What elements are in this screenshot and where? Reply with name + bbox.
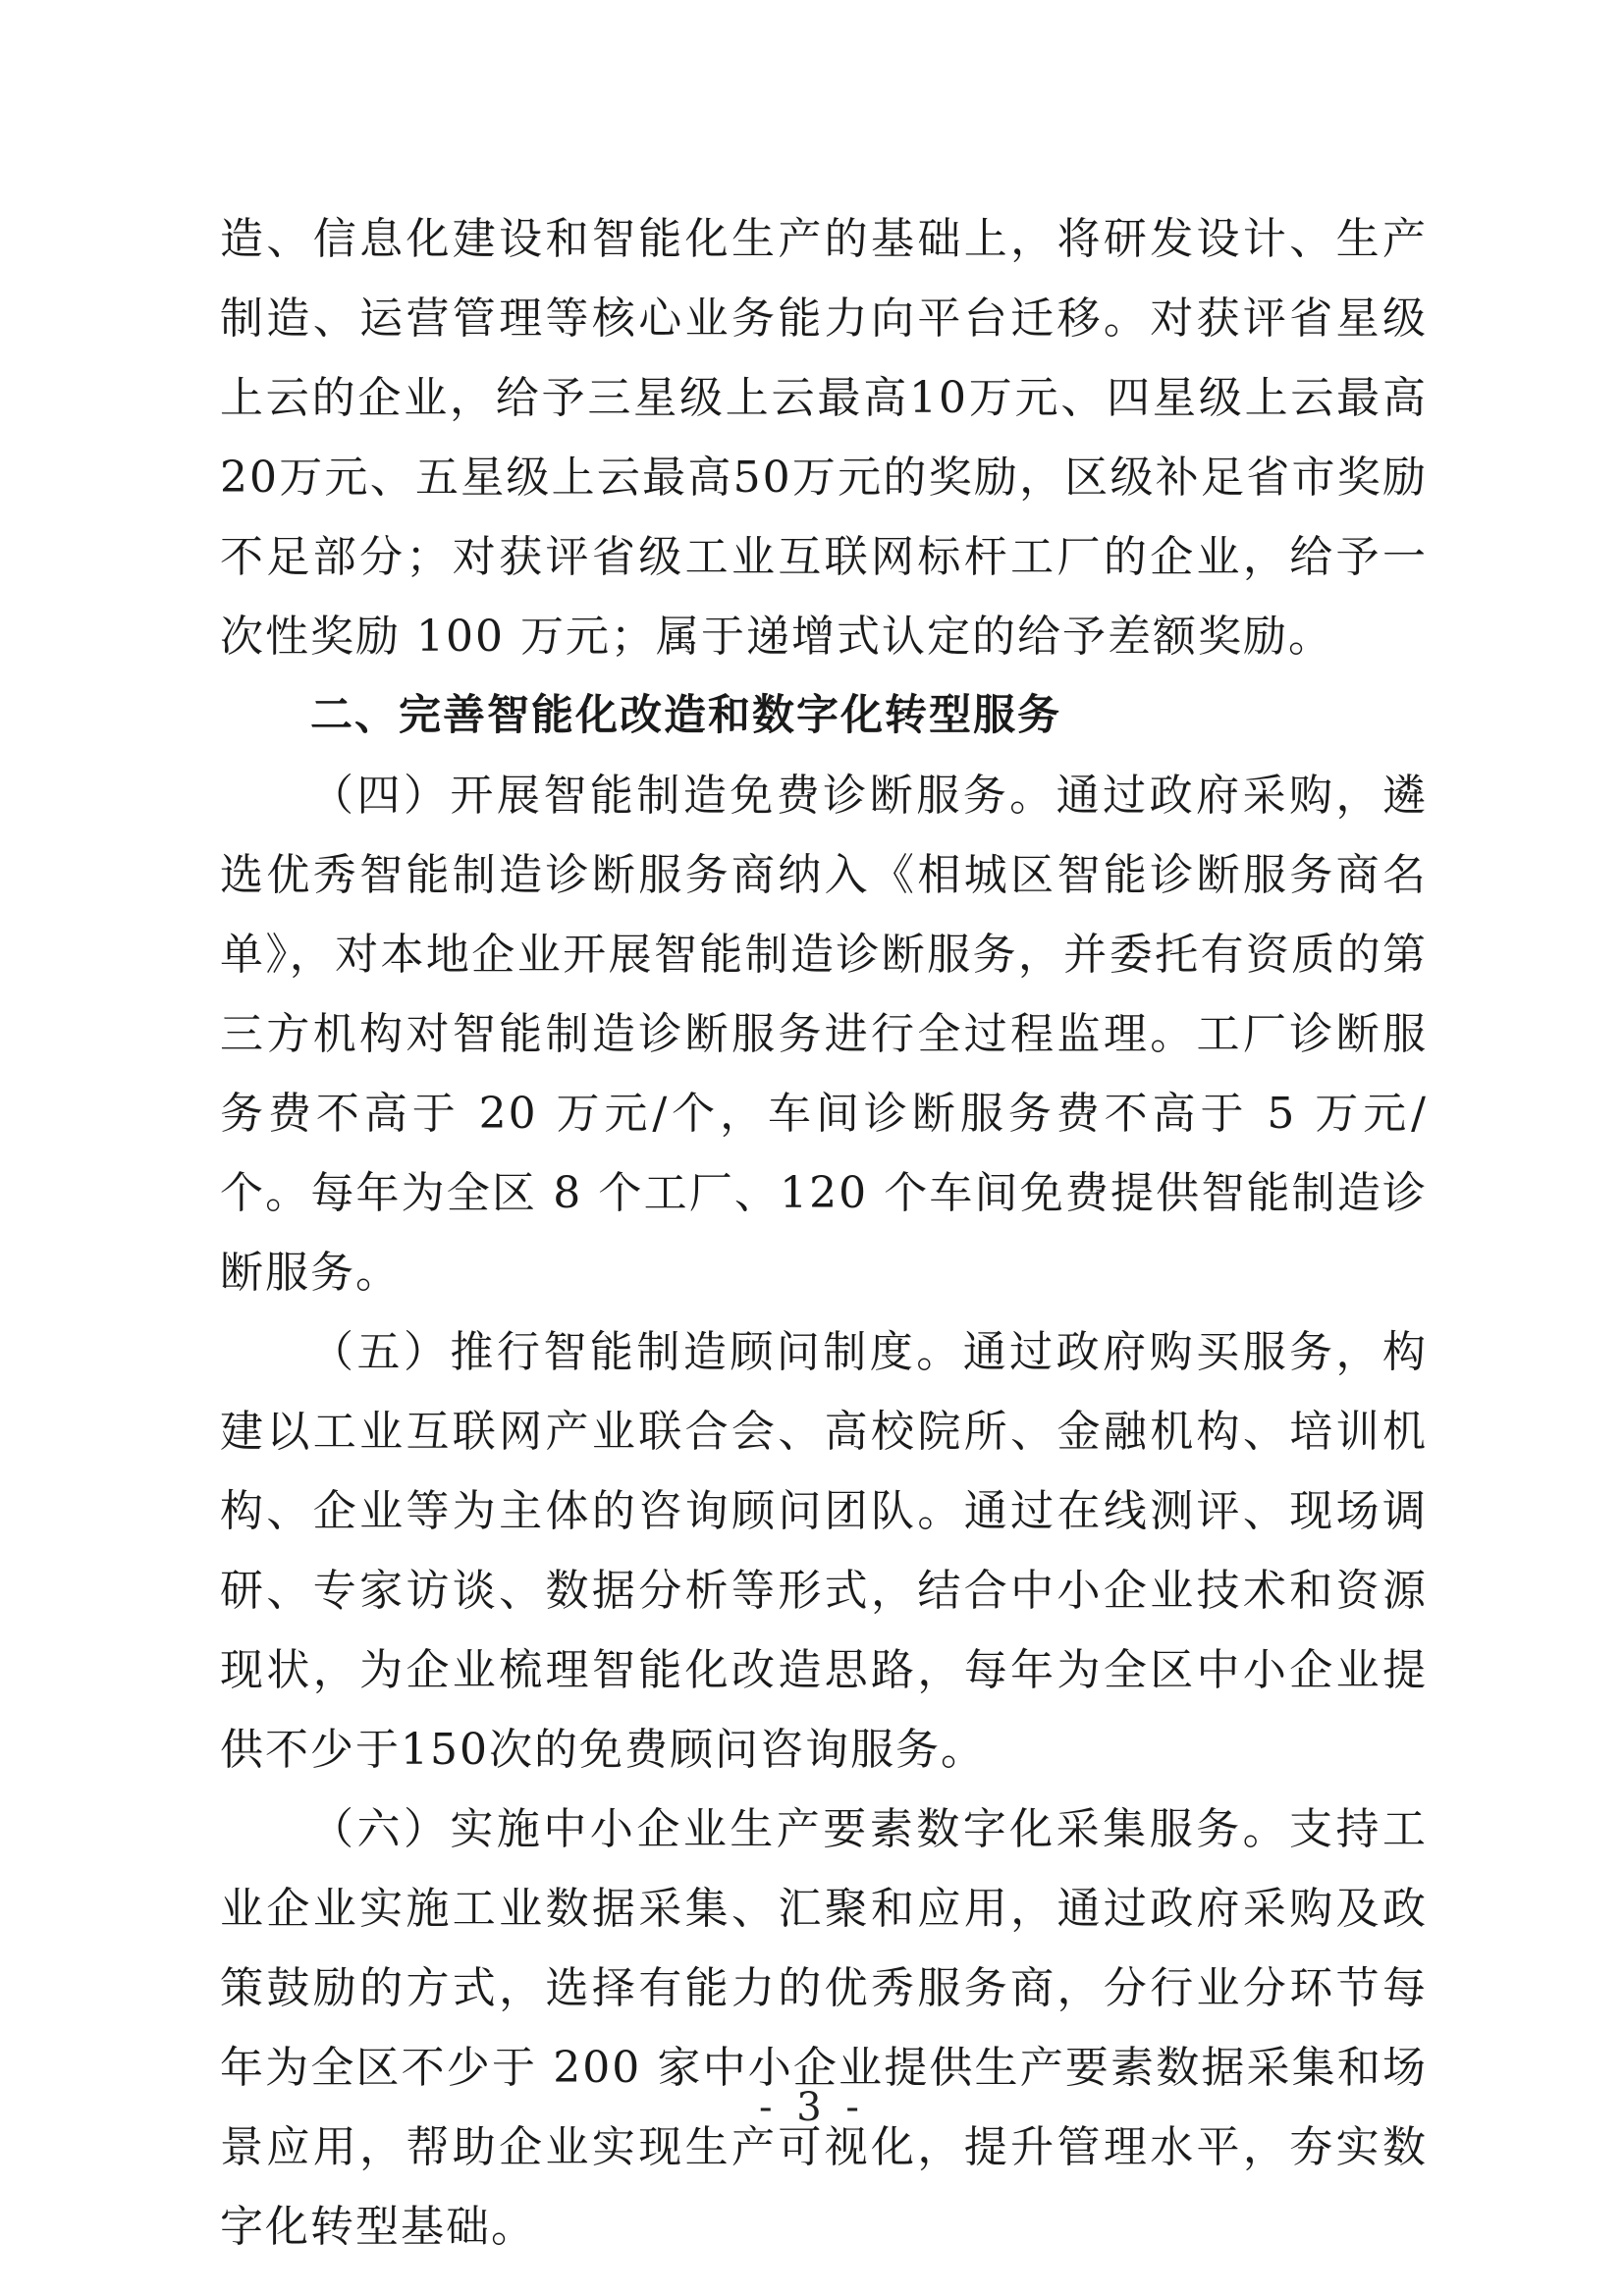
page-body xyxy=(220,199,1428,2267)
section-heading: 二、完善智能化改造和数字化转型服务 xyxy=(310,691,1061,740)
page-number: - 3 - xyxy=(759,2085,865,2130)
paragraph-item-4: （四）开展智能制造免费诊断服务。通过政府采购，遴选优秀智能制造诊断服务商纳入《相城区智能诊断服务商名单》，对本地企业开展智能制造诊断服务，并委托有资质的第三方机构对智能制造诊断服务进行全过程监理。工厂诊断服务费不高于 20 万元/个，车间诊断服务费不高于 5 万元/个。每年为全区 8 个工厂、120 个车间免费提供智能制造诊断服务。 xyxy=(220,771,1428,1298)
paragraph-item-6: （六）实施中小企业生产要素数字化采集服务。支持工业企业实施工业数据采集、汇聚和应用，通过政府采购及政策鼓励的方式，选择有能力的优秀服务商，分行业分环节每年为全区不少于 200 家中小企业提供生产要素数据采集和场景应用，帮助企业实现生产可视化，提升管理水平，夯实数字化转型基础。 xyxy=(220,1804,1428,2252)
paragraph-item-5: （五）推行智能制造顾问制度。通过政府购买服务，构建以工业互联网产业联合会、高校院所、金融机构、培训机构、企业等为主体的咨询顾问团队。通过在线测评、现场调研、专家访谈、数据分析等形式，结合中小企业技术和资源现状，为企业梳理智能化改造思路，每年为全区中小企业提供不少于150次的免费顾问咨询服务。 xyxy=(220,1327,1428,1775)
paragraph-continued: 造、信息化建设和智能化生产的基础上，将研发设计、生产制造、运营管理等核心业务能力向平台迁移。对获评省星级上云的企业，给予三星级上云最高10万元、四星级上云最高20万元、五星级上云最高50万元的奖励，区级补足省市奖励不足部分；对获评省级工业互联网标杆工厂的企业，给予一次性奖励 100 万元；属于递增式认定的给予差额奖励。 xyxy=(220,214,1428,662)
